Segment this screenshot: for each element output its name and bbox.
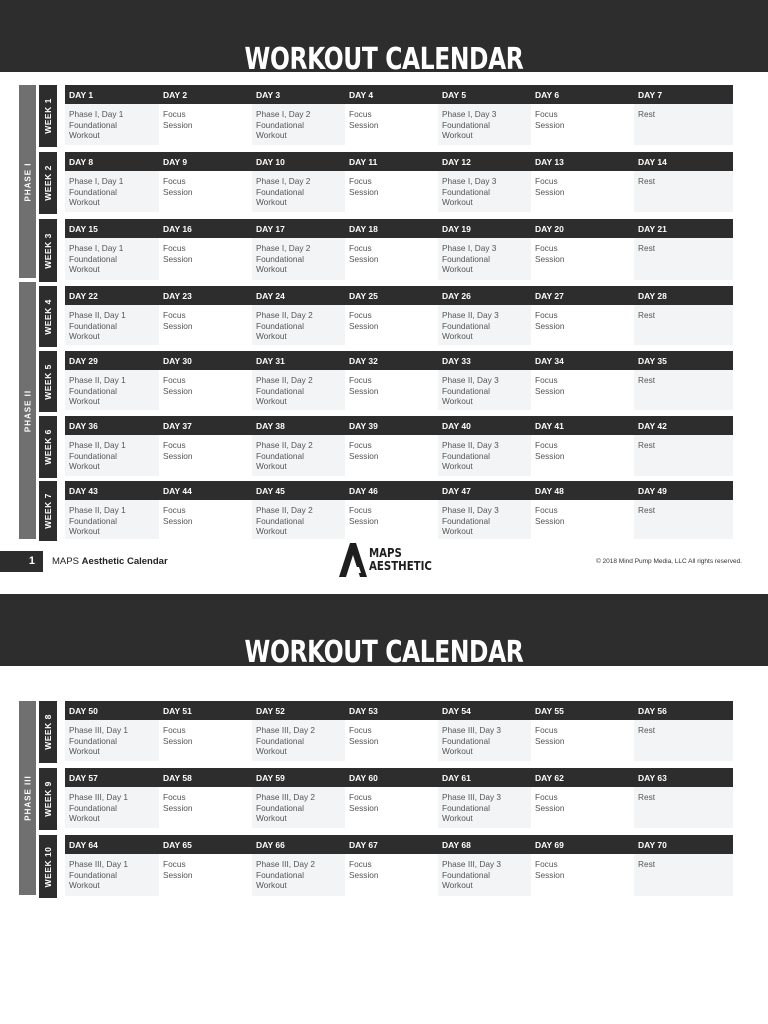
day-number: DAY 62 (535, 773, 564, 783)
calendar-cell (531, 370, 634, 410)
workout-text: Phase I, Day 1 Foundational Workout (69, 176, 124, 207)
calendar-cell (65, 370, 159, 410)
workout-text: Focus Session (349, 243, 379, 264)
calendar-cell (438, 171, 531, 212)
week-bar (39, 835, 57, 898)
day-number: DAY 11 (349, 157, 378, 167)
workout-text: Focus Session (349, 440, 379, 461)
calendar-cell (159, 305, 252, 345)
week-body (65, 370, 733, 410)
day-number: DAY 49 (638, 486, 667, 496)
day-number: DAY 31 (256, 356, 285, 366)
day-number: DAY 5 (442, 90, 467, 100)
workout-text: Phase III, Day 3 Foundational Workout (442, 725, 502, 756)
day-number: DAY 12 (442, 157, 471, 167)
week-bar (39, 351, 57, 412)
day-number: DAY 63 (638, 773, 667, 783)
workout-text: Focus Session (349, 176, 379, 197)
workout-text: Focus Session (163, 505, 193, 526)
phase-bar-2 (19, 282, 36, 539)
workout-text: Phase II, Day 3 Foundational Workout (442, 310, 499, 341)
week-header (65, 286, 733, 305)
day-number: DAY 14 (638, 157, 667, 167)
calendar-cell (438, 435, 531, 476)
day-number: DAY 58 (163, 773, 192, 783)
calendar-cell (345, 104, 438, 145)
calendar-cell (65, 720, 159, 761)
day-number: DAY 35 (638, 356, 667, 366)
day-number: DAY 51 (163, 706, 192, 716)
workout-text: Phase III, Day 2 Foundational Workout (256, 792, 316, 823)
workout-text: Focus Session (535, 109, 565, 130)
day-number: DAY 61 (442, 773, 471, 783)
day-number: DAY 25 (349, 291, 378, 301)
logo-line2: AESTHETIC (369, 559, 432, 573)
day-number: DAY 6 (535, 90, 560, 100)
day-number: DAY 43 (69, 486, 98, 496)
workout-text: Focus Session (535, 243, 565, 264)
day-number: DAY 3 (256, 90, 281, 100)
workout-text: Phase I, Day 1 Foundational Workout (69, 243, 124, 274)
day-number: DAY 33 (442, 356, 471, 366)
workout-text: Phase I, Day 3 Foundational Workout (442, 243, 497, 274)
calendar-cell (438, 787, 531, 828)
workout-text: Phase III, Day 3 Foundational Workout (442, 859, 502, 890)
workout-text: Focus Session (163, 109, 193, 130)
workout-text: Phase I, Day 2 Foundational Workout (256, 243, 311, 274)
calendar-cell (634, 305, 733, 345)
day-number: DAY 53 (349, 706, 378, 716)
calendar-cell (159, 435, 252, 476)
phase-bar-1 (19, 85, 36, 278)
calendar-cell (531, 104, 634, 145)
calendar-cell (159, 238, 252, 280)
week-row (65, 835, 733, 896)
day-number: DAY 42 (638, 421, 667, 431)
maps-aesthetic-logo (339, 542, 439, 578)
calendar-cell (438, 104, 531, 145)
week-bar (39, 701, 57, 763)
workout-text: Phase I, Day 3 Foundational Workout (442, 109, 497, 140)
week-label: WEEK 2 (43, 165, 53, 201)
day-number: DAY 37 (163, 421, 192, 431)
workout-text: Phase III, Day 2 Foundational Workout (256, 725, 316, 756)
calendar-cell (159, 787, 252, 828)
day-number: DAY 57 (69, 773, 98, 783)
workout-text: Focus Session (535, 440, 565, 461)
workout-text: Focus Session (163, 725, 193, 746)
workout-text: Focus Session (535, 310, 565, 331)
week-label: WEEK 7 (43, 493, 53, 529)
day-number: DAY 22 (69, 291, 98, 301)
workout-text: Phase II, Day 1 Foundational Workout (69, 440, 126, 471)
calendar-cell (65, 238, 159, 280)
calendar-cell (634, 435, 733, 476)
workout-text: Phase III, Day 1 Foundational Workout (69, 725, 129, 756)
workout-text: Phase II, Day 2 Foundational Workout (256, 310, 313, 341)
week-header (65, 768, 733, 787)
week-row (65, 152, 733, 212)
workout-text: Focus Session (349, 859, 379, 880)
week-row (65, 85, 733, 145)
day-number: DAY 24 (256, 291, 285, 301)
week-body (65, 854, 733, 896)
calendar-cell (531, 787, 634, 828)
day-number: DAY 46 (349, 486, 378, 496)
workout-text: Phase I, Day 2 Foundational Workout (256, 176, 311, 207)
day-number: DAY 17 (256, 224, 285, 234)
calendar-cell (65, 305, 159, 345)
day-number: DAY 23 (163, 291, 192, 301)
workout-text: Focus Session (349, 792, 379, 813)
workout-text: Phase III, Day 3 Foundational Workout (442, 792, 502, 823)
calendar-cell (65, 854, 159, 896)
day-number: DAY 27 (535, 291, 564, 301)
calendar-cell (252, 500, 345, 539)
day-number: DAY 55 (535, 706, 564, 716)
workout-text: Rest (638, 440, 656, 450)
day-number: DAY 10 (256, 157, 285, 167)
workout-text: Focus Session (163, 440, 193, 461)
workout-text: Focus Session (349, 375, 379, 396)
week-label: WEEK 1 (43, 98, 53, 134)
workout-text: Rest (638, 176, 656, 186)
footer-brand-prefix: MAPS (52, 556, 79, 567)
day-number: DAY 70 (638, 840, 667, 850)
workout-text: Phase III, Day 1 Foundational Workout (69, 859, 129, 890)
day-number: DAY 64 (69, 840, 98, 850)
calendar-cell (252, 435, 345, 476)
day-number: DAY 36 (69, 421, 98, 431)
logo-line1: MAPS (369, 546, 402, 560)
page1-title: WORKOUT CALENDAR (244, 42, 524, 77)
week-header (65, 416, 733, 435)
workout-text: Focus Session (163, 375, 193, 396)
page2-title: WORKOUT CALENDAR (244, 635, 524, 670)
day-number: DAY 1 (69, 90, 94, 100)
calendar-cell (438, 854, 531, 896)
week-label: WEEK 6 (43, 429, 53, 465)
week-row (65, 219, 733, 280)
day-number: DAY 69 (535, 840, 564, 850)
day-number: DAY 59 (256, 773, 285, 783)
calendar-cell (531, 238, 634, 280)
calendar-cell (634, 104, 733, 145)
day-number: DAY 67 (349, 840, 378, 850)
week-bar (39, 152, 57, 214)
workout-text: Focus Session (349, 505, 379, 526)
workout-text: Focus Session (163, 859, 193, 880)
day-number: DAY 4 (349, 90, 374, 100)
workout-text: Phase II, Day 3 Foundational Workout (442, 440, 499, 471)
workout-text: Rest (638, 109, 656, 119)
workout-text: Phase I, Day 3 Foundational Workout (442, 176, 497, 207)
calendar-cell (345, 854, 438, 896)
workout-text: Rest (638, 859, 656, 869)
calendar-cell (634, 171, 733, 212)
footer-brand-name: Aesthetic Calendar (81, 556, 168, 567)
page-number: 1 (0, 551, 43, 572)
week-header (65, 219, 733, 238)
day-number: DAY 19 (442, 224, 471, 234)
workout-text: Focus Session (535, 792, 565, 813)
workout-text: Phase II, Day 2 Foundational Workout (256, 505, 313, 536)
workout-text: Phase III, Day 2 Foundational Workout (256, 859, 316, 890)
calendar-cell (345, 500, 438, 539)
calendar-cell (252, 238, 345, 280)
calendar-cell (531, 171, 634, 212)
week-body (65, 787, 733, 828)
workout-text: Rest (638, 375, 656, 385)
calendar-cell (634, 500, 733, 539)
week-bar (39, 768, 57, 830)
workout-text: Focus Session (163, 243, 193, 264)
calendar-cell (531, 500, 634, 539)
day-number: DAY 15 (69, 224, 98, 234)
day-number: DAY 28 (638, 291, 667, 301)
calendar-cell (634, 370, 733, 410)
workout-text: Focus Session (349, 310, 379, 331)
calendar-cell (159, 171, 252, 212)
workout-text: Rest (638, 725, 656, 735)
week-bar (39, 219, 57, 282)
week-header (65, 481, 733, 500)
week-header (65, 351, 733, 370)
week-body (65, 720, 733, 761)
week-row (65, 768, 733, 828)
week-row (65, 481, 733, 539)
day-number: DAY 60 (349, 773, 378, 783)
workout-text: Phase II, Day 2 Foundational Workout (256, 440, 313, 471)
week-body (65, 171, 733, 212)
day-number: DAY 39 (349, 421, 378, 431)
logo-a-icon (339, 543, 367, 577)
workout-text: Rest (638, 505, 656, 515)
day-number: DAY 9 (163, 157, 188, 167)
calendar-cell (345, 787, 438, 828)
calendar-cell (65, 787, 159, 828)
calendar-cell (65, 435, 159, 476)
calendar-cell (65, 171, 159, 212)
calendar-cell (252, 787, 345, 828)
day-number: DAY 48 (535, 486, 564, 496)
day-number: DAY 32 (349, 356, 378, 366)
calendar-cell (345, 171, 438, 212)
week-row (65, 701, 733, 761)
week-label: WEEK 4 (43, 298, 53, 335)
day-number: DAY 50 (69, 706, 98, 716)
day-number: DAY 45 (256, 486, 285, 496)
day-number: DAY 7 (638, 90, 663, 100)
week-body (65, 500, 733, 539)
calendar-cell (531, 720, 634, 761)
calendar-cell (252, 854, 345, 896)
calendar-cell (634, 854, 733, 896)
day-number: DAY 40 (442, 421, 471, 431)
copyright: © 2018 Mind Pump Media, LLC All rights reserved. (595, 558, 742, 565)
calendar-cell (65, 500, 159, 539)
calendar-cell (345, 435, 438, 476)
day-number: DAY 44 (163, 486, 192, 496)
workout-text: Focus Session (535, 859, 565, 880)
day-number: DAY 2 (163, 90, 188, 100)
phase-label: PHASE II (23, 389, 32, 432)
calendar-cell (438, 370, 531, 410)
week-label: WEEK 10 (43, 846, 53, 887)
workout-text: Focus Session (535, 375, 565, 396)
day-number: DAY 66 (256, 840, 285, 850)
workout-text: Phase II, Day 1 Foundational Workout (69, 375, 126, 406)
calendar-cell (345, 720, 438, 761)
day-number: DAY 29 (69, 356, 98, 366)
calendar-cell (252, 171, 345, 212)
calendar-cell (438, 305, 531, 345)
workout-text: Phase I, Day 1 Foundational Workout (69, 109, 124, 140)
week-label: WEEK 8 (43, 714, 53, 750)
workout-text: Focus Session (349, 109, 379, 130)
day-number: DAY 65 (163, 840, 192, 850)
calendar-cell (531, 305, 634, 345)
day-number: DAY 20 (535, 224, 564, 234)
calendar-cell (531, 854, 634, 896)
week-body (65, 104, 733, 145)
day-number: DAY 47 (442, 486, 471, 496)
workout-text: Focus Session (535, 505, 565, 526)
day-number: DAY 52 (256, 706, 285, 716)
workout-text: Focus Session (163, 310, 193, 331)
week-row (65, 351, 733, 410)
week-header (65, 85, 733, 104)
week-label: WEEK 5 (43, 363, 53, 400)
calendar-cell (634, 238, 733, 280)
calendar-cell (345, 305, 438, 345)
calendar-cell (634, 720, 733, 761)
calendar-cell (438, 720, 531, 761)
day-number: DAY 8 (69, 157, 94, 167)
workout-text: Phase II, Day 3 Foundational Workout (442, 375, 499, 406)
week-label: WEEK 3 (43, 232, 53, 269)
calendar-cell (252, 305, 345, 345)
phase-label: PHASE III (23, 775, 32, 821)
day-number: DAY 56 (638, 706, 667, 716)
calendar-cell (252, 104, 345, 145)
week-bar (39, 481, 57, 541)
week-row (65, 416, 733, 476)
calendar-cell (345, 238, 438, 280)
week-body (65, 238, 733, 280)
week-body (65, 305, 733, 345)
calendar-cell (65, 104, 159, 145)
week-header (65, 835, 733, 854)
footer-title (52, 556, 168, 567)
calendar-cell (438, 500, 531, 539)
workout-text: Focus Session (535, 176, 565, 197)
calendar-cell (159, 500, 252, 539)
calendar-cell (438, 238, 531, 280)
day-number: DAY 16 (163, 224, 192, 234)
week-label: WEEK 9 (43, 781, 53, 817)
day-number: DAY 18 (349, 224, 378, 234)
week-bar (39, 85, 57, 147)
week-body (65, 435, 733, 476)
week-bar (39, 416, 57, 478)
workout-text: Rest (638, 243, 656, 253)
workout-text: Phase II, Day 1 Foundational Workout (69, 310, 126, 341)
workout-text: Phase II, Day 1 Foundational Workout (69, 505, 126, 536)
calendar-cell (634, 787, 733, 828)
workout-text: Rest (638, 792, 656, 802)
calendar-cell (159, 854, 252, 896)
day-number: DAY 68 (442, 840, 471, 850)
calendar-cell (345, 370, 438, 410)
workout-text: Phase II, Day 2 Foundational Workout (256, 375, 313, 406)
calendar-cell (531, 435, 634, 476)
workout-text: Focus Session (163, 176, 193, 197)
workout-text: Phase III, Day 1 Foundational Workout (69, 792, 129, 823)
workout-text: Phase I, Day 2 Foundational Workout (256, 109, 311, 140)
calendar-cell (159, 720, 252, 761)
phase-label: PHASE I (23, 161, 32, 202)
calendar-cell (252, 370, 345, 410)
day-number: DAY 54 (442, 706, 471, 716)
week-bar (39, 286, 57, 347)
day-number: DAY 13 (535, 157, 564, 167)
week-header (65, 152, 733, 171)
calendar-cell (159, 104, 252, 145)
workout-text: Focus Session (349, 725, 379, 746)
phase-bar-3 (19, 701, 36, 895)
workout-text: Phase II, Day 3 Foundational Workout (442, 505, 499, 536)
day-number: DAY 30 (163, 356, 192, 366)
calendar-cell (159, 370, 252, 410)
workout-text: Rest (638, 310, 656, 320)
day-number: DAY 38 (256, 421, 285, 431)
calendar-cell (252, 720, 345, 761)
workout-text: Focus Session (163, 792, 193, 813)
day-number: DAY 26 (442, 291, 471, 301)
week-header (65, 701, 733, 720)
workout-text: Focus Session (535, 725, 565, 746)
day-number: DAY 41 (535, 421, 564, 431)
week-row (65, 286, 733, 345)
day-number: DAY 34 (535, 356, 564, 366)
day-number: DAY 21 (638, 224, 667, 234)
